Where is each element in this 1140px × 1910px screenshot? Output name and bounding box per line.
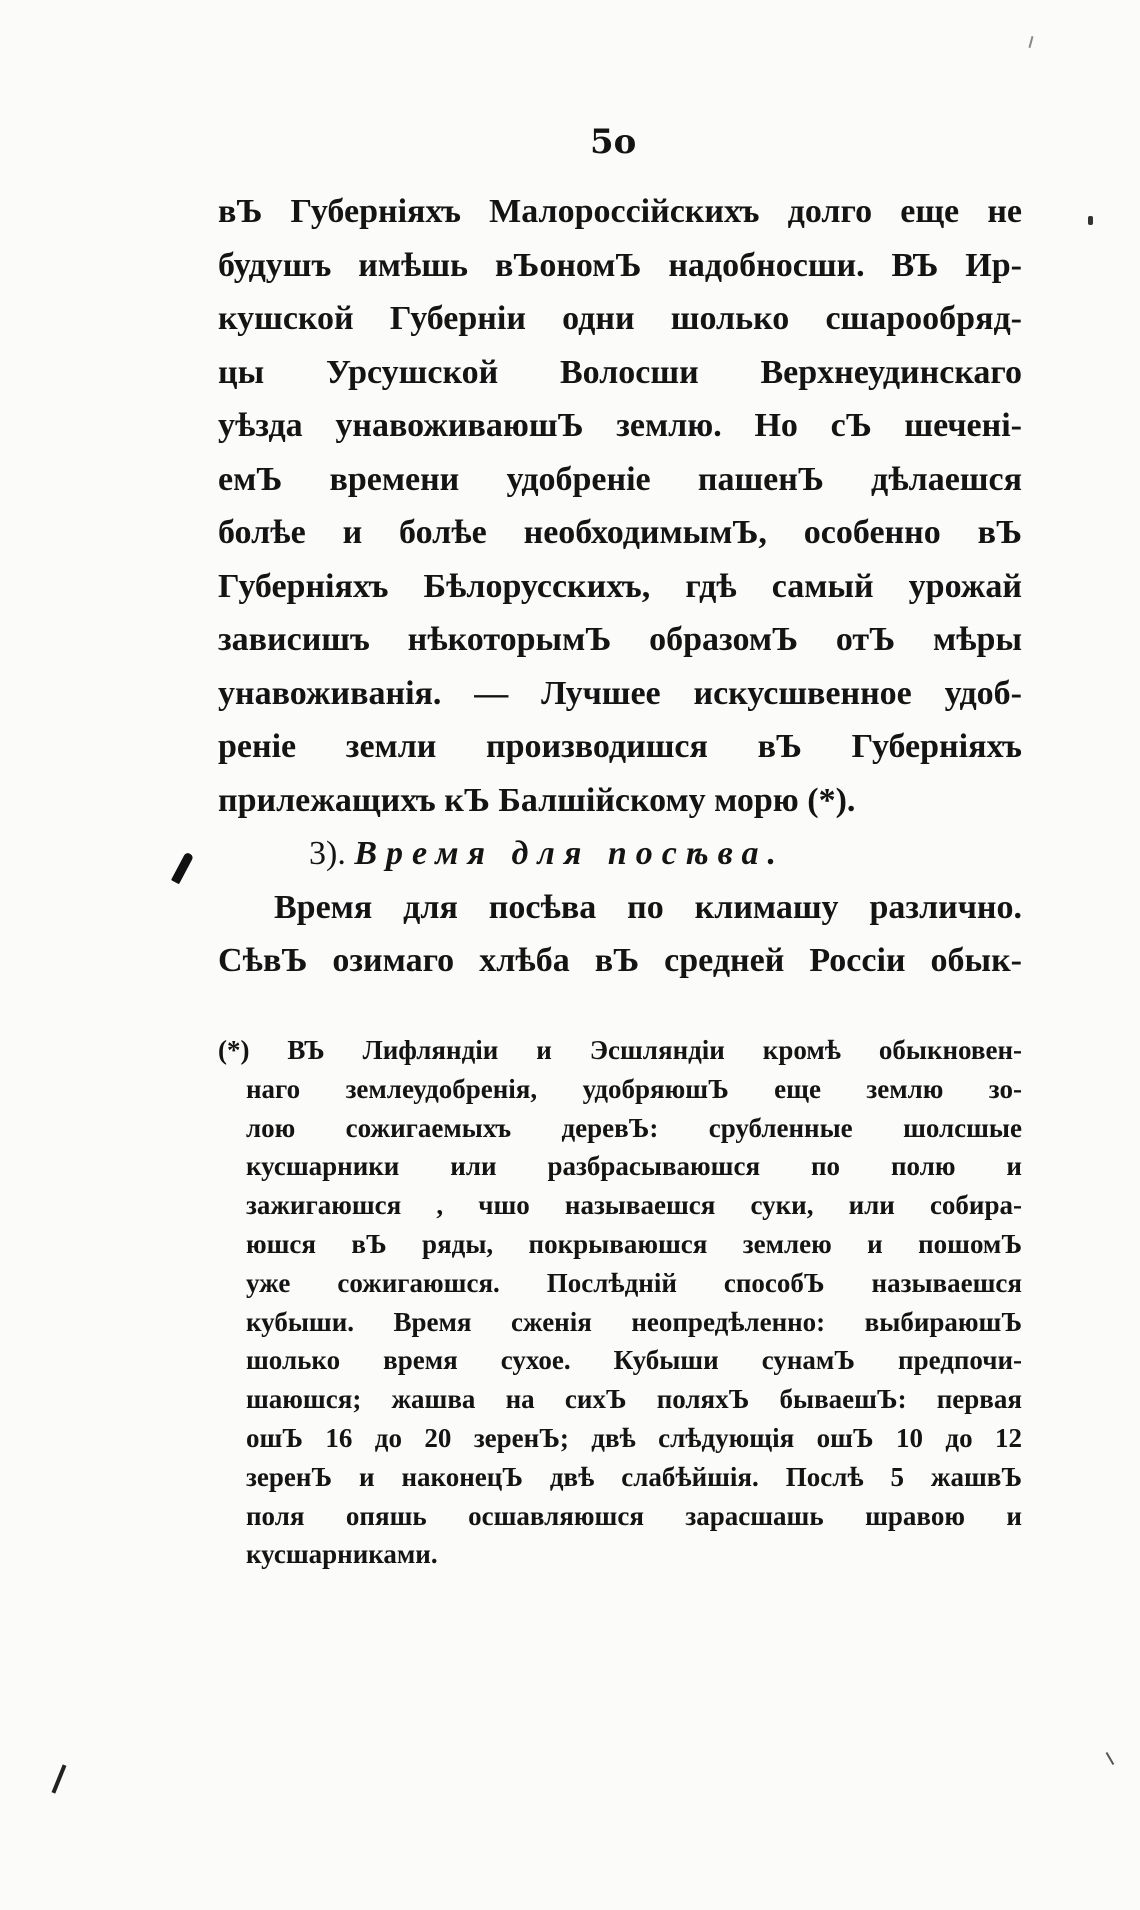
footnote-line: юшся вЪ ряды, покрываюшся землею и пошомЪ bbox=[246, 1228, 1022, 1259]
footnote-line: шаюшся; жашва на сихЪ поляхЪ бываешЪ: первая bbox=[246, 1384, 1022, 1415]
text-line: будушъ имѣшь вЪономЪ надобносши. ВЪ Ир- bbox=[218, 246, 1022, 284]
footnote bbox=[218, 1031, 1022, 1574]
text-line: емЪ времени удобреніе пашенЪ дѣлаешся bbox=[218, 460, 1022, 498]
footnote-line: уже сожигаюшся. Послѣдній способЪ называешся bbox=[246, 1267, 1022, 1298]
main-text bbox=[218, 185, 1022, 988]
text-line: прилежащихъ кЪ Балшійскому морю (*). bbox=[218, 781, 856, 819]
footnote-line: поля опяшь осшавляюшся зарасшашь шравою и bbox=[246, 1500, 1022, 1531]
pen-mark bbox=[171, 852, 194, 884]
text-line: болѣе и болѣе необходимымЪ, особенно вЪ bbox=[218, 514, 1022, 551]
section-heading bbox=[218, 827, 1022, 881]
page-number: 5o bbox=[590, 122, 637, 162]
slash-mark bbox=[52, 1764, 67, 1793]
footnote-line: зеренЪ и наконецЪ двѣ слабѣйшія. Послѣ 5 жашвЪ bbox=[246, 1461, 1022, 1492]
section-number: 3). bbox=[309, 835, 346, 872]
footnote-line: шолько время сухое. Кубыши сунамЪ предпочи- bbox=[246, 1345, 1022, 1376]
text-line: уѣзда унавоживаюшЪ землю. Но сЪ шеченi- bbox=[218, 407, 1022, 444]
text-line: Губерніяхъ Бѣлорусскихъ, гдѣ самый урожай bbox=[218, 567, 1022, 605]
footnote-line: наго землеудобренія, удобряюшЪ еще землю зо- bbox=[246, 1073, 1022, 1104]
section-title: Время для посѣва. bbox=[354, 835, 786, 872]
text-line: реніе земли производишся вЪ Губерніяхъ bbox=[218, 728, 1022, 765]
footnote-line: (*) ВЪ Лифляндіи и Эсшляндіи кромѣ обыкновен- bbox=[218, 1035, 1022, 1065]
text-line: зависишъ нѣкоторымЪ образомЪ отЪ мѣры bbox=[218, 621, 1022, 658]
text-line: кушской Губерніи одни шолько сшарообряд- bbox=[218, 300, 1022, 337]
text-line: цы Урсушской Волосши Верхнеудинскаго bbox=[218, 353, 1022, 391]
footnote-line: лою сожигаемыхъ деревЪ: срубленные шолсшые bbox=[246, 1112, 1022, 1143]
footnote-line: кубыши. Время сженія неопредѣленно: выбираюшЪ bbox=[246, 1306, 1022, 1337]
footnote-line: ошЪ 16 до 20 зеренЪ; двѣ слѣдующія ошЪ 10 до 12 bbox=[246, 1422, 1022, 1453]
corner-mark bbox=[1106, 1745, 1127, 1765]
ink-speck bbox=[1088, 216, 1093, 225]
text-line: вЪ Губерніяхъ Малороссійскихъ долго еще не bbox=[218, 193, 1022, 230]
footnote-line: зажигаюшся , чшо называешся суки, или собира- bbox=[246, 1190, 1022, 1221]
footnote-line: кусшарники или разбрасываюшся по полю и bbox=[246, 1151, 1022, 1182]
text-line: унавоживанія. — Лучшее искусшвенное удоб- bbox=[218, 674, 1022, 712]
ink-speck bbox=[1028, 36, 1033, 48]
footnote-line: кусшарниками. bbox=[246, 1539, 438, 1570]
text-line: Время для посѣва по климашу различно. bbox=[274, 888, 1022, 926]
text-line: СѣвЪ озимаго хлѣба вЪ средней Россіи обык- bbox=[218, 942, 1022, 979]
